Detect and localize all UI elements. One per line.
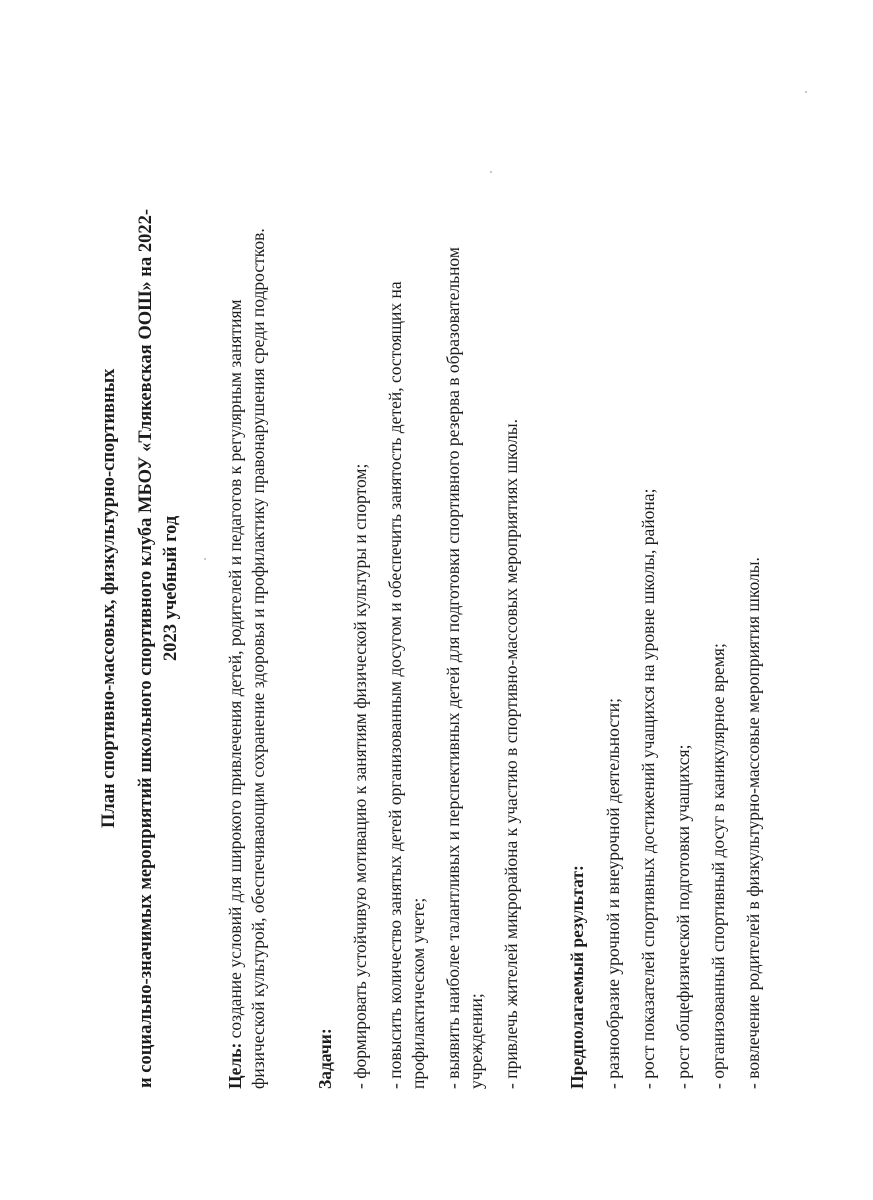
document-title-line-3: 2023 учебный год: [161, 515, 181, 661]
results-item-5: - вовлечение родителей в физкультурно-массовые мероприятия школы.: [743, 557, 763, 1089]
tasks-item-4: - привлечь жителей микрорайона к участию в спортивно-массовых мероприятиях школы.: [501, 419, 521, 1089]
document-title-line-2: и социально-значимых мероприятий школьного спортивного клуба МБОУ «Тлякевская ООШ» на 2022-: [136, 209, 156, 1088]
document-title-line-1: План спортивно-массовых, физкультурно-спортивных: [99, 368, 119, 828]
results-item-4: - организованный спортивный досуг в каникулярное время;: [708, 643, 728, 1089]
tasks-item-2-line-1: - повысить количество занятых детей организованным досугом и обеспечить занятость детей, состоящих на: [385, 281, 405, 1089]
scan-speck: [805, 91, 807, 93]
goal-text-1: создание условий для широкого привлечения детей, родителей и педагогов к регулярным занятиям: [225, 299, 245, 1043]
tasks-item-3-line-2: учреждении;: [466, 993, 486, 1089]
scan-speck: [204, 558, 206, 560]
tasks-item-3-line-1: - выявить наиболее талантливых и перспективных детей для подготовки спортивного резерва в образовательном: [443, 247, 463, 1089]
results-heading: Предполагаемый результат:: [567, 865, 587, 1089]
results-item-2: - рост показателей спортивных достижений учащихся на уровне школы, района;: [638, 488, 658, 1089]
tasks-heading: Задачи:: [315, 1028, 335, 1089]
tasks-item-1: - формировать устойчивую мотивацию к занятиям физической культуры и спортом;: [350, 463, 370, 1089]
results-item-3: - рост общефизической подготовки учащихся;: [673, 744, 693, 1089]
goal-label: Цель:: [225, 1042, 245, 1089]
goal-line-2: физической культурой, обеспечивающим сохранение здоровья и профилактику правонарушения среди подростков.: [248, 228, 268, 1089]
results-item-1: - разнообразие урочной и внеурочной деятельности;: [603, 698, 623, 1089]
tasks-item-2-line-2: профилактическом учете;: [408, 897, 428, 1089]
goal-line-1: [225, 299, 245, 1089]
scan-speck: [490, 171, 492, 173]
